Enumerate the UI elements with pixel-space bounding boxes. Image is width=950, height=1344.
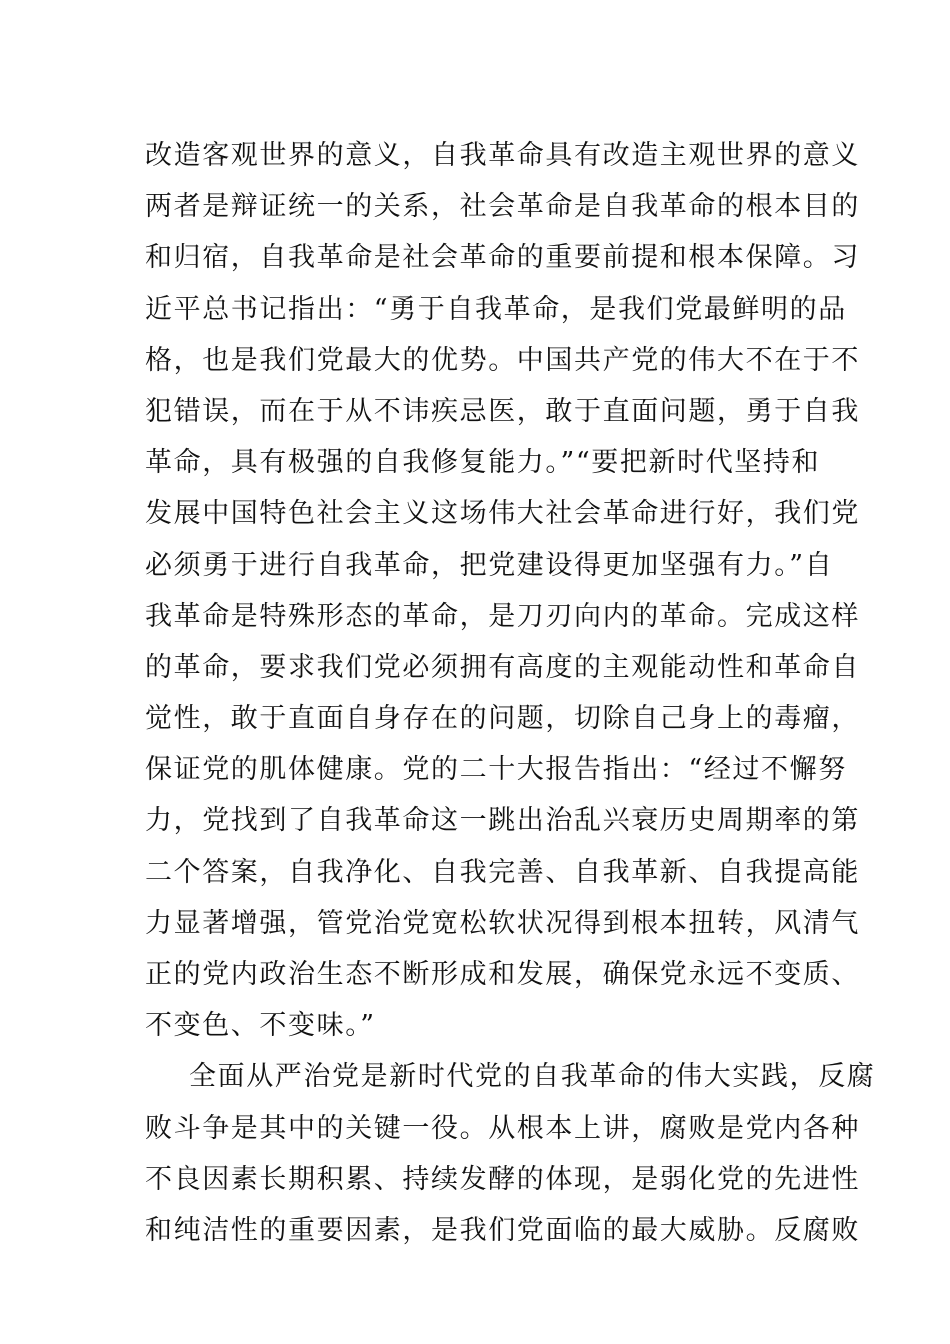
text-line: 革命，具有极强的自我修复能力。”“要把新时代坚持和 <box>145 447 821 479</box>
text-line: 二个答案，自我净化、自我完善、自我革新、自我提高能 <box>145 856 860 888</box>
text-line: 力，党找到了自我革命这一跳出治乱兴衰历史周期率的第 <box>145 805 860 837</box>
text-line: 改造客观世界的意义，自我革命具有改造主观世界的意义 <box>145 140 860 171</box>
text-line: 保证党的肌体健康。党的二十大报告指出：“经过不懈努 <box>145 754 847 786</box>
text-line: 觉性，敢于直面自身存在的问题，切除自己身上的毒瘤， <box>145 703 860 735</box>
text-line: 败斗争是其中的关键一役。从根本上讲，腐败是党内各种 <box>145 1112 860 1144</box>
text-line: 犯错误，而在于从不讳疾忌医，敢于直面问题，勇于自我 <box>145 395 860 427</box>
text-line: 近平总书记指出：“勇于自我革命，是我们党最鲜明的品 <box>145 293 847 325</box>
body-text <box>145 130 876 1256</box>
text-line: 发展中国特色社会主义这场伟大社会革命进行好，我们党 <box>145 498 860 530</box>
text-line: 我革命是特殊形态的革命，是刀刃向内的革命。完成这样 <box>145 600 860 632</box>
text-line: 不良因素长期积累、持续发酵的体现，是弱化党的先进性 <box>145 1163 860 1195</box>
text-line: 两者是辩证统一的关系，社会革命是自我革命的根本目的 <box>145 191 860 223</box>
text-line: 格，也是我们党最大的优势。中国共产党的伟大不在于不 <box>145 344 860 376</box>
text-line: 正的党内政治生态不断形成和发展，确保党永远不变质、 <box>145 959 860 990</box>
text-line: 的革命，要求我们党必须拥有高度的主观能动性和革命自 <box>145 651 860 683</box>
text-line: 力显著增强，管党治党宽松软状况得到根本扭转，风清气 <box>145 907 860 939</box>
text-line: 和纯洁性的重要因素，是我们党面临的最大威胁。反腐败 <box>145 1214 860 1246</box>
text-line: 必须勇于进行自我革命，把党建设得更加坚强有力。”自 <box>145 549 834 581</box>
text-line: 不变色、不变味。” <box>145 1010 376 1042</box>
text-line: 和归宿，自我革命是社会革命的重要前提和根本保障。习 <box>145 242 860 274</box>
paragraph-first-line: 全面从严治党是新时代党的自我革命的伟大实践，反腐 <box>189 1061 876 1093</box>
